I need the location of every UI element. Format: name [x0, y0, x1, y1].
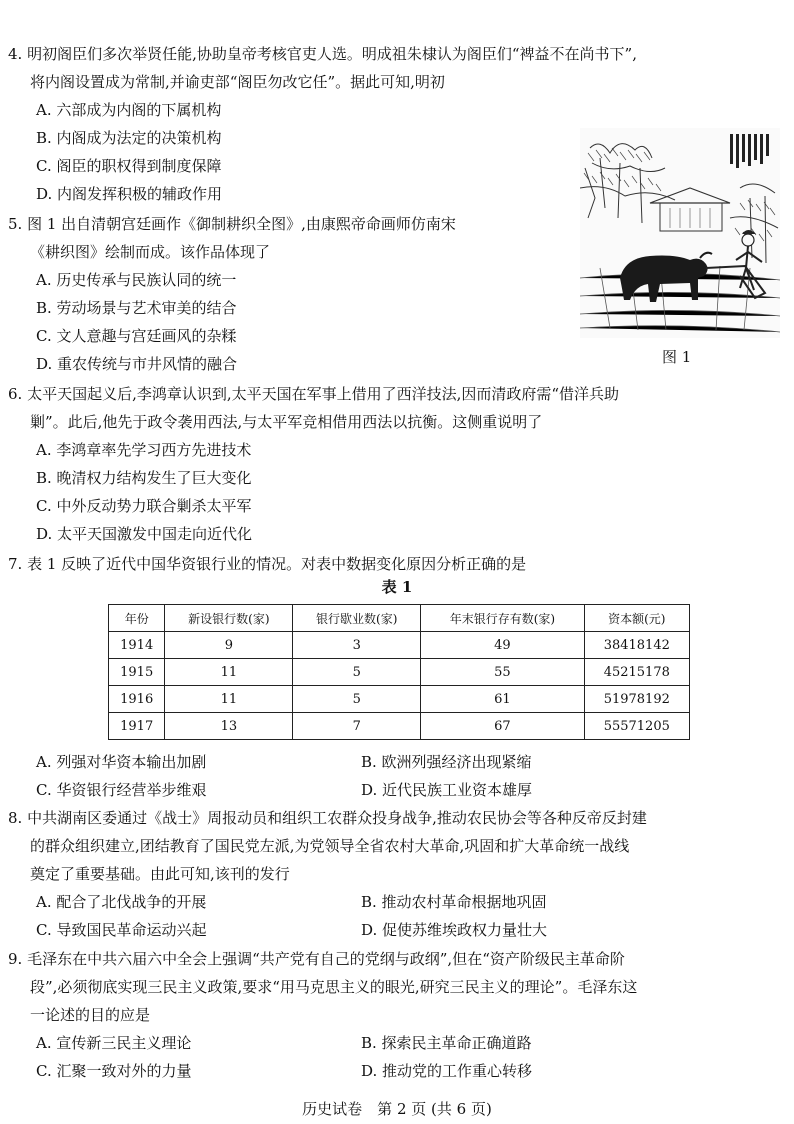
table-cell: 38418142	[584, 632, 689, 659]
question-stem-line: 7. 表 1 反映了近代中国华资银行业的情况。对表中数据变化原因分析正确的是	[8, 555, 527, 573]
option-c: C. 汇聚一致对外的力量	[36, 1062, 192, 1080]
question-stem-line: 奠定了重要基础。由此可知,该刊的发行	[30, 865, 290, 883]
option-row	[8, 916, 784, 944]
table-cell: 11	[165, 659, 293, 686]
option-row	[8, 748, 784, 776]
option-a: A. 李鸿章率先学习西方先进技术	[36, 441, 252, 459]
option-a: A. 宣传新三民主义理论	[36, 1034, 192, 1052]
table-cell: 13	[165, 713, 293, 740]
option-row	[8, 888, 784, 916]
option-c: C. 华资银行经营举步维艰	[36, 781, 207, 799]
table-cell: 1917	[109, 713, 165, 740]
question-6	[8, 380, 784, 548]
option-c: C. 文人意趣与宫廷画风的杂糅	[36, 327, 237, 345]
option-b: B. 欧洲列强经济出现紧缩	[361, 753, 532, 771]
option-b: B. 内阁成为法定的决策机构	[36, 129, 222, 147]
option-a: A. 配合了北伐战争的开展	[36, 893, 207, 911]
table-cell: 45215178	[584, 659, 689, 686]
table-cell: 51978192	[584, 686, 689, 713]
question-stem-line: 剿”。此后,他先于政令袭用西法,与太平军竞相借用西法以抗衡。这侧重说明了	[30, 413, 543, 431]
table-row	[109, 659, 690, 686]
table-cell: 61	[421, 686, 584, 713]
figure-1-painting	[580, 128, 780, 338]
table-cell: 1914	[109, 632, 165, 659]
table-header-cell: 银行歇业数(家)	[293, 605, 421, 632]
table-header-cell: 年份	[109, 605, 165, 632]
question-stem-line: 一论述的目的应是	[30, 1006, 151, 1024]
table-row	[109, 713, 690, 740]
table-cell: 5	[293, 659, 421, 686]
table-title: 表 1	[381, 578, 413, 596]
table-cell: 11	[165, 686, 293, 713]
option-row	[8, 1057, 784, 1085]
option-d: D. 促使苏维埃政权力量壮大	[361, 921, 548, 939]
question-8	[8, 804, 784, 944]
page-footer: 历史试卷 第 2 页 (共 6 页)	[302, 1100, 492, 1118]
table-row	[109, 686, 690, 713]
table-cell: 1916	[109, 686, 165, 713]
option-c: C. 中外反动势力联合剿杀太平军	[36, 497, 252, 515]
option-a: A. 历史传承与民族认同的统一	[36, 271, 237, 289]
question-stem-line: 6. 太平天国起义后,李鸿章认识到,太平天国在军事上借用了西洋技法,因而清政府需“借洋兵助	[8, 385, 620, 403]
table-cell: 3	[293, 632, 421, 659]
question-7-options	[8, 748, 784, 804]
table-header-row	[109, 605, 690, 632]
table-cell: 55571205	[584, 713, 689, 740]
question-stem-line: 4. 明初阁臣们多次举贤任能,协助皇帝考核官吏人选。明成祖朱棣认为阁臣们“裨益不在尚书下”,	[8, 45, 637, 63]
table-header-cell: 年末银行存有数(家)	[421, 605, 584, 632]
question-9	[8, 945, 784, 1085]
option-d: D. 内阁发挥积极的辅政作用	[36, 185, 223, 203]
question-stem-line: 的群众组织建立,团结教育了国民党左派,为党领导全省农村大革命,巩固和扩大革命统一战线	[30, 837, 630, 855]
option-b: B. 探索民主革命正确道路	[361, 1034, 532, 1052]
bank-data-table	[108, 604, 690, 740]
table-cell: 1915	[109, 659, 165, 686]
option-d: D. 太平天国激发中国走向近代化	[36, 525, 253, 543]
option-c: C. 阁臣的职权得到制度保障	[36, 157, 222, 175]
option-c: C. 导致国民革命运动兴起	[36, 921, 207, 939]
option-a: A. 列强对华资本输出加剧	[36, 753, 207, 771]
table-cell: 67	[421, 713, 584, 740]
option-b: B. 推动农村革命根据地巩固	[361, 893, 547, 911]
table-header-cell: 新设银行数(家)	[165, 605, 293, 632]
table-cell: 49	[421, 632, 584, 659]
question-stem-line: 将内阁设置成为常制,并谕吏部“阁臣勿改它任”。据此可知,明初	[30, 73, 445, 91]
option-b: B. 晚清权力结构发生了巨大变化	[36, 469, 252, 487]
table-cell: 7	[293, 713, 421, 740]
option-b: B. 劳动场景与艺术审美的结合	[36, 299, 237, 317]
question-stem-line: 《耕织图》绘制而成。该作品体现了	[30, 243, 271, 261]
question-7	[8, 550, 784, 578]
question-stem-line: 段”,必须彻底实现三民主义政策,要求“用马克思主义的眼光,研究三民主义的理论”。毛泽东这	[30, 978, 638, 996]
table-cell: 9	[165, 632, 293, 659]
option-row	[8, 776, 784, 804]
option-d: D. 重农传统与市井风情的融合	[36, 355, 238, 373]
figure-caption: 图 1	[662, 348, 692, 366]
option-a: A. 六部成为内阁的下属机构	[36, 101, 222, 119]
option-row	[8, 1029, 784, 1057]
question-stem-line: 9. 毛泽东在中共六届六中全会上强调“共产党有自己的党纲与政纲”,但在“资产阶级民主革命阶	[8, 950, 625, 968]
table-cell: 55	[421, 659, 584, 686]
table-cell: 5	[293, 686, 421, 713]
question-stem-line: 5. 图 1 出自清朝宫廷画作《御制耕织全图》,由康熙帝命画师仿南宋	[8, 215, 456, 233]
option-d: D. 近代民族工业资本雄厚	[361, 781, 533, 799]
question-stem-line: 8. 中共湖南区委通过《战士》周报动员和组织工农群众投身战争,推动农民协会等各种反帝反封建	[8, 809, 647, 827]
table-header-cell: 资本额(元)	[584, 605, 689, 632]
table-row	[109, 632, 690, 659]
option-d: D. 推动党的工作重心转移	[361, 1062, 533, 1080]
